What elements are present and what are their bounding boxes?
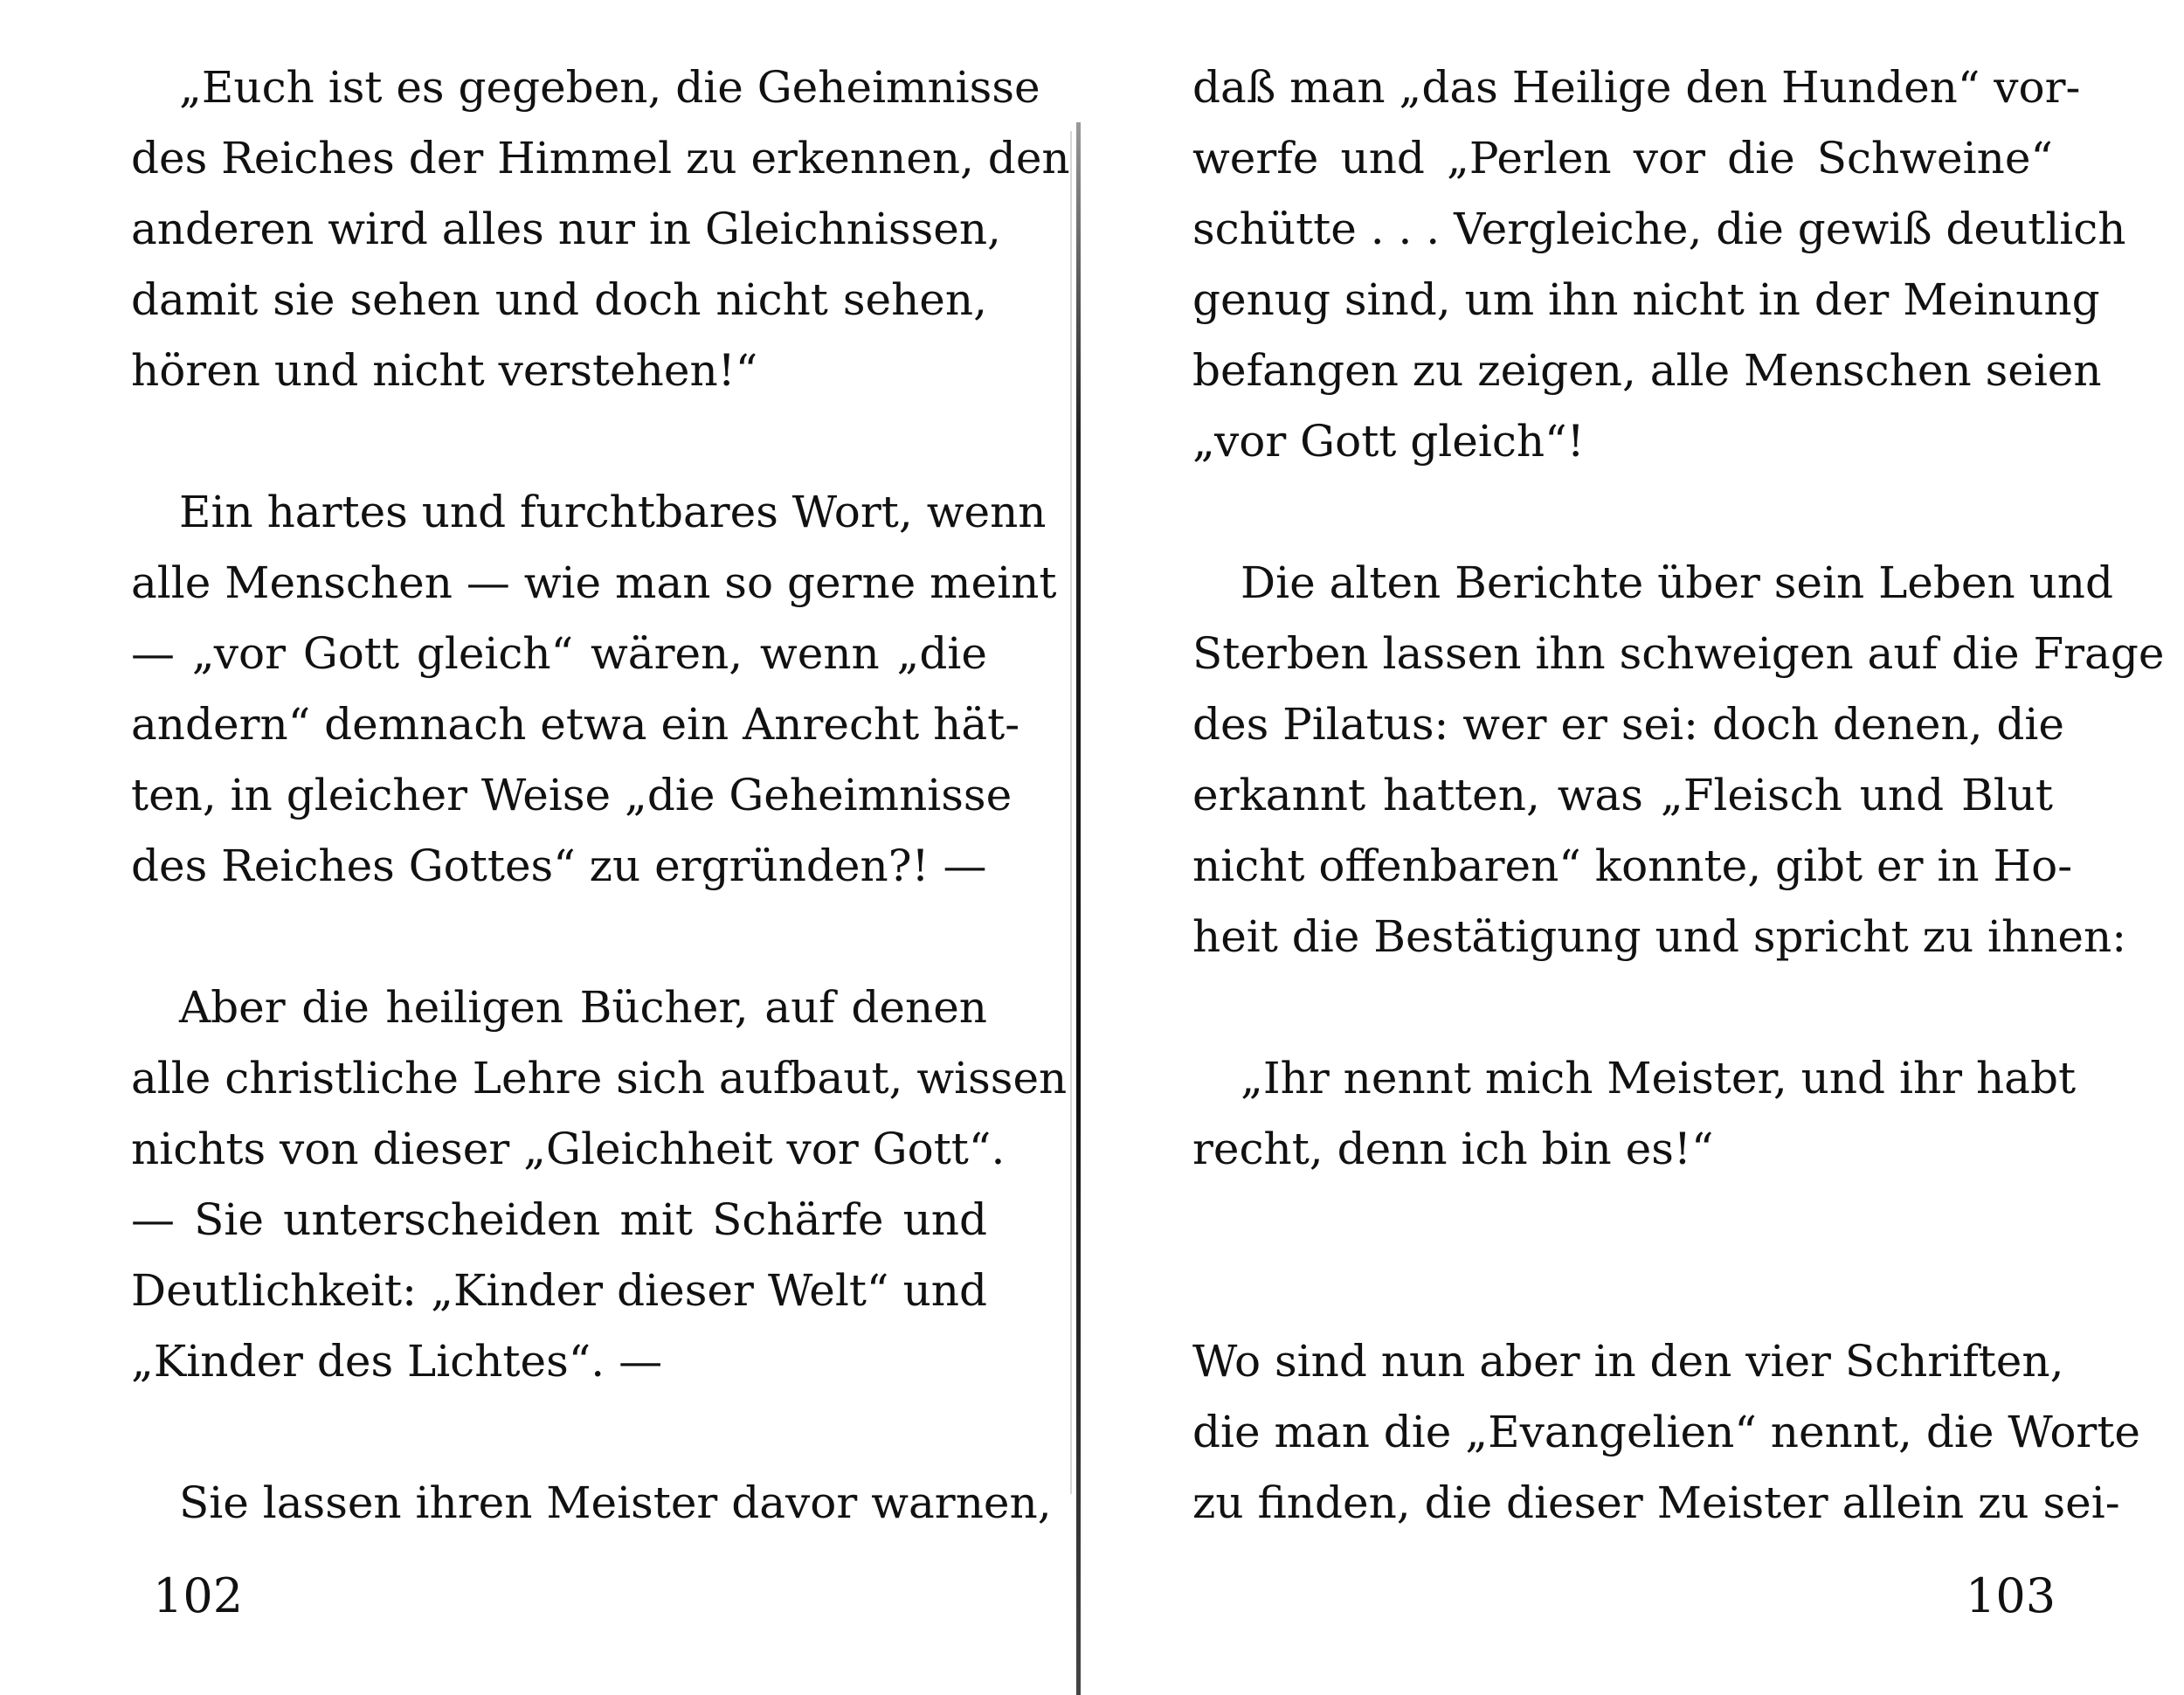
text-line: Sie lassen ihren Meister davor warnen, <box>179 1477 1052 1528</box>
text-line: Sterben lassen ihn schweigen auf die Frage <box>1192 628 2165 679</box>
text-line: erkannt hatten, was „Fleisch und Blut <box>1192 770 2053 820</box>
text-line: damit sie sehen und doch nicht sehen, <box>131 274 987 325</box>
paragraph <box>131 477 1057 902</box>
paragraph <box>131 972 1068 1397</box>
text-line: heit die Bestätigung und spricht zu ihnen: <box>1192 911 2127 962</box>
page-number: 103 <box>1966 1568 2056 1623</box>
paragraph <box>1192 52 2126 477</box>
text-line: „vor Gott gleich“! <box>1192 416 1585 467</box>
text-line: des Pilatus: wer er sei: doch denen, die <box>1192 699 2064 750</box>
text-line: zu finden, die dieser Meister allein zu sei- <box>1192 1477 2120 1528</box>
text-line: Ein hartes und furchtbares Wort, wenn <box>179 487 1047 537</box>
text-line: recht, denn ich bin es!“ <box>1192 1124 1714 1174</box>
paragraph <box>1192 1043 2077 1185</box>
text-line: — Sie unterscheiden mit Schärfe und <box>131 1194 987 1245</box>
text-line: werfe und „Perlen vor die Schweine“ <box>1192 133 2053 183</box>
paragraph <box>131 52 1070 406</box>
text-line: „Kinder des Lichtes“. — <box>131 1336 663 1387</box>
text-line: die man die „Evangelien“ nennt, die Worte <box>1192 1407 2141 1457</box>
text-line: „Ihr nennt mich Meister, und ihr habt <box>1241 1053 2077 1103</box>
gutter-shadow <box>1070 131 1072 1494</box>
text-line: anderen wird alles nur in Gleichnissen, <box>131 204 1001 254</box>
text-line: ten, in gleicher Weise „die Geheimnisse <box>131 770 1013 820</box>
page-number: 102 <box>153 1568 244 1623</box>
text-line: „Euch ist es gegeben, die Geheimnisse <box>179 62 1040 113</box>
text-line: Wo sind nun aber in den vier Schriften, <box>1192 1336 2064 1387</box>
text-line: nichts von dieser „Gleichheit vor Gott“. <box>131 1124 1006 1174</box>
text-line: Die alten Berichte über sein Leben und <box>1241 557 2113 608</box>
paragraph <box>1192 1326 2141 1539</box>
right-page <box>1192 52 2165 1539</box>
text-line: daß man „das Heilige den Hunden“ vor- <box>1192 62 2081 113</box>
text-line: hören und nicht verstehen!“ <box>131 345 758 396</box>
text-line: alle Menschen — wie man so gerne meint <box>131 557 1057 608</box>
text-line: — „vor Gott gleich“ wären, wenn „die <box>131 628 987 679</box>
left-page <box>131 52 1070 1539</box>
text-line: des Reiches der Himmel zu erkennen, den <box>131 133 1070 183</box>
text-line: alle christliche Lehre sich aufbaut, wissen <box>131 1053 1068 1103</box>
text-line: nicht offenbaren“ konnte, gibt er in Ho- <box>1192 841 2073 891</box>
text-line: Aber die heiligen Bücher, auf denen <box>179 982 987 1033</box>
paragraph <box>1192 548 2165 972</box>
paragraph <box>131 1468 1052 1539</box>
text-line: schütte . . . Vergleiche, die gewiß deutlich <box>1192 204 2126 254</box>
text-line: Deutlichkeit: „Kinder dieser Welt“ und <box>131 1265 987 1316</box>
text-line: andern“ demnach etwa ein Anrecht hät- <box>131 699 1020 750</box>
text-line: genug sind, um ihn nicht in der Meinung <box>1192 274 2100 325</box>
text-line: des Reiches Gottes“ zu ergründen?! — <box>131 841 987 891</box>
text-line: befangen zu zeigen, alle Menschen seien <box>1192 345 2102 396</box>
book-gutter <box>1076 122 1081 1695</box>
